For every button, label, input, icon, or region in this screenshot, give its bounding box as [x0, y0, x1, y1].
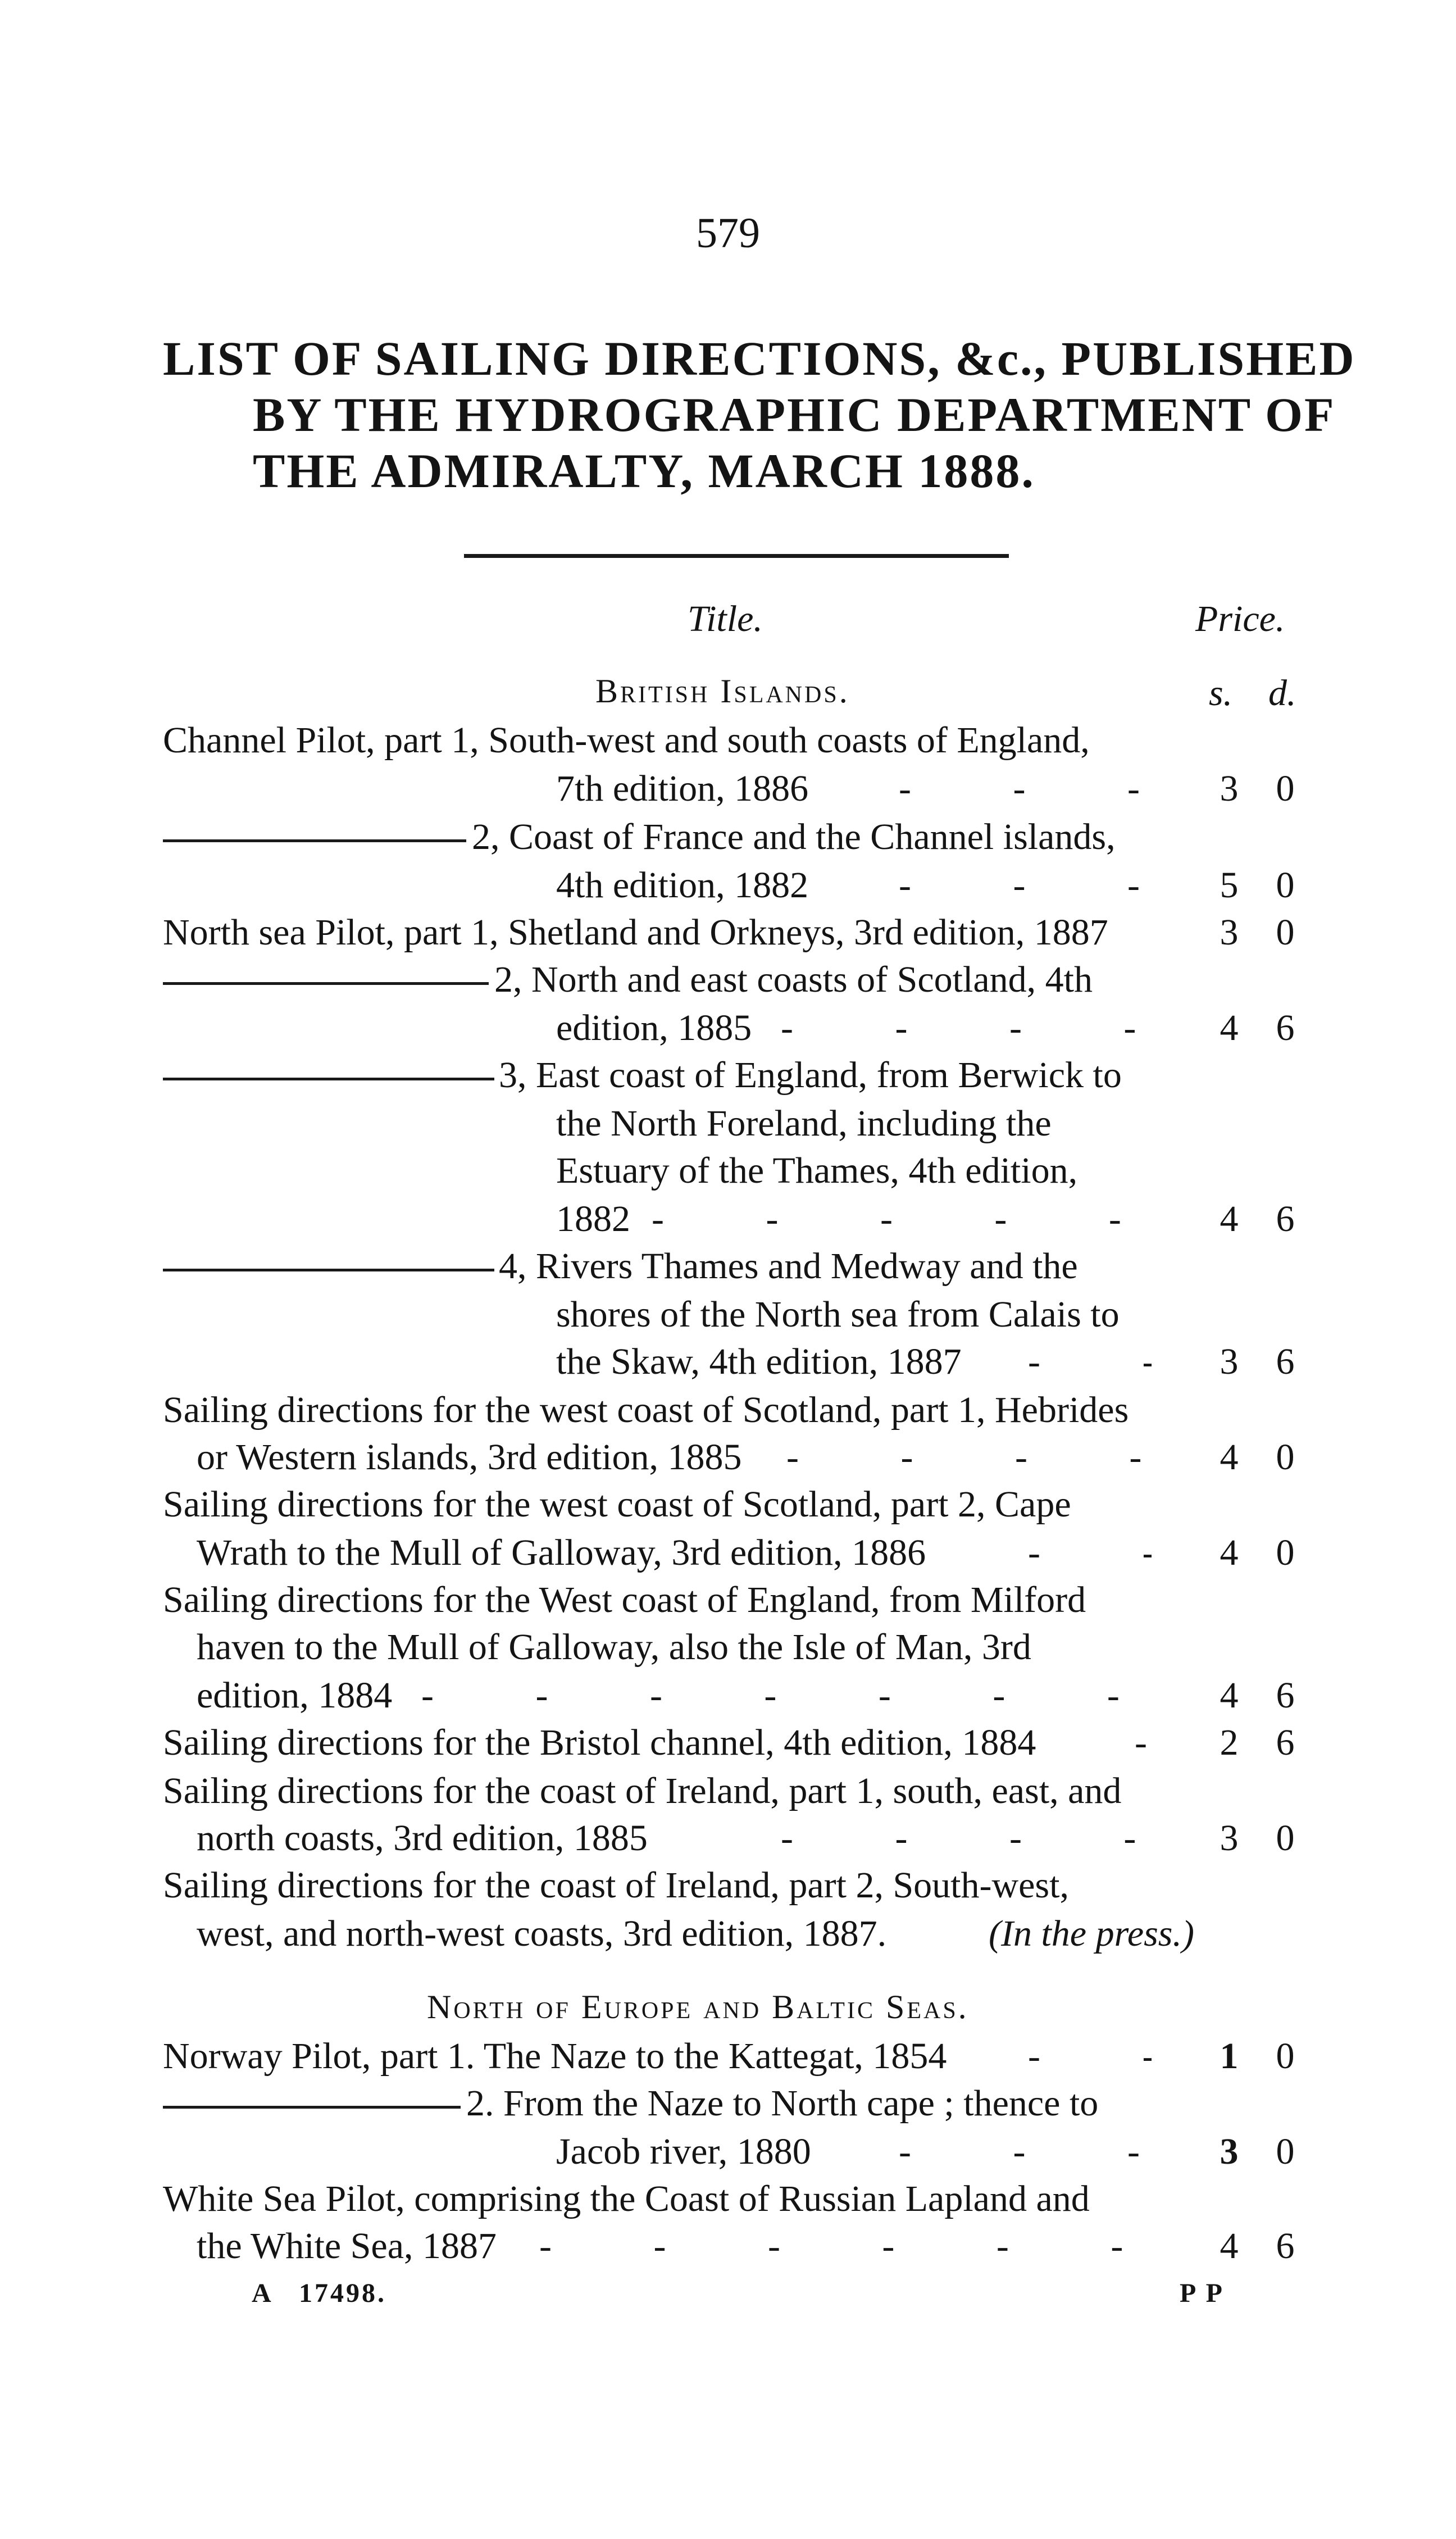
price-shillings: 4	[1220, 1437, 1239, 1478]
entry-line: edition, 1885	[556, 1007, 752, 1048]
entry-line: Sailing directions for the coast of Ireland, part 2, South-west,	[163, 1865, 1069, 1906]
heading-line-2: BY THE HYDROGRAPHIC DEPARTMENT OF	[253, 388, 1336, 442]
price-shillings: 4	[1220, 1675, 1239, 1716]
dot-leader	[899, 767, 1152, 810]
price-shillings: 4	[1220, 1532, 1239, 1573]
price-pence: 6	[1276, 1198, 1295, 1239]
price-shillings: 4	[1220, 1198, 1239, 1239]
entry-line: North sea Pilot, part 1, Shetland and Orkneys, 3rd edition, 1887	[163, 912, 1108, 953]
sheet-mark: P P	[1180, 2278, 1225, 2308]
entry-line: the Skaw, 4th edition, 1887	[556, 1341, 962, 1382]
dot-leader	[781, 1007, 1152, 1050]
price-shillings: 5	[1220, 865, 1239, 906]
column-pence-header: d.	[1268, 673, 1296, 714]
entry-line: Sailing directions for the west coast of Scotland, part 2, Cape	[163, 1484, 1071, 1525]
entry-line: the White Sea, 1887	[197, 2225, 497, 2267]
entry-line: Jacob river, 1880	[556, 2131, 811, 2172]
price-pence: 0	[1276, 2131, 1295, 2172]
price-pence: 6	[1276, 1007, 1295, 1048]
dot-leader	[1028, 1341, 1152, 1383]
entry-line: haven to the Mull of Galloway, also the Isle of Man, 3rd	[197, 1627, 1031, 1668]
heading-line-3: THE ADMIRALTY, MARCH 1888.	[253, 444, 1035, 498]
entry-line: Estuary of the Thames, 4th edition,	[556, 1150, 1078, 1191]
price-pence: 6	[1276, 2225, 1295, 2267]
entry-line: 4th edition, 1882	[556, 865, 809, 906]
price-pence: 0	[1276, 912, 1295, 953]
ditto-rule	[163, 1078, 494, 1080]
price-shillings: 4	[1220, 2225, 1239, 2267]
price-pence: 6	[1276, 1341, 1295, 1382]
entry-line: the North Foreland, including the	[556, 1103, 1052, 1144]
column-title-header: Title.	[688, 598, 763, 639]
dot-leader	[899, 864, 1152, 907]
price-shillings: 3	[1220, 768, 1239, 809]
dot-leader	[1028, 1532, 1152, 1574]
price-pence: 0	[1276, 2036, 1295, 2077]
ditto-rule	[163, 1269, 494, 1271]
price-pence: 0	[1276, 1532, 1295, 1573]
price-pence: 6	[1276, 1722, 1295, 1763]
in-press-note: (In the press.)	[989, 1913, 1194, 1954]
dot-leader	[421, 1674, 1152, 1717]
dot-leader	[1135, 1722, 1157, 1764]
entry-line: Sailing directions for the coast of Ireland, part 1, south, east, and	[163, 1770, 1122, 1811]
page-number: 579	[696, 210, 760, 257]
signature-mark: A 17498.	[252, 2278, 387, 2308]
entry-line: Sailing directions for the West coast of England, from Milford	[163, 1579, 1086, 1620]
price-pence: 0	[1276, 1818, 1295, 1859]
entry-line: shores of the North sea from Calais to	[556, 1294, 1120, 1335]
ditto-rule	[163, 982, 489, 985]
heading-rule	[464, 554, 1009, 558]
section-north-of-europe: North of Europe and Baltic Seas.	[427, 1988, 969, 2025]
entry-line: 2, Coast of France and the Channel islands,	[472, 816, 1116, 857]
price-shillings: 2	[1220, 1722, 1239, 1763]
ditto-rule	[163, 2106, 461, 2109]
entry-line: Sailing directions for the west coast of Scotland, part 1, Hebrides	[163, 1389, 1129, 1430]
column-price-header: Price.	[1195, 598, 1285, 639]
price-pence: 0	[1276, 865, 1295, 906]
entry-line: north coasts, 3rd edition, 1885	[197, 1818, 648, 1859]
entry-line: west, and north-west coasts, 3rd edition, 1887.	[197, 1913, 887, 1954]
entry-line: Norway Pilot, part 1. The Naze to the Kattegat, 1854	[163, 2036, 947, 2077]
entry-line: 1882	[556, 1198, 630, 1239]
price-shillings: 3	[1220, 1341, 1239, 1382]
price-pence: 0	[1276, 1437, 1295, 1478]
price-shillings: 1	[1220, 2036, 1239, 2077]
dot-leader	[899, 2131, 1152, 2173]
dot-leader	[539, 2225, 1152, 2268]
entry-line: edition, 1884	[197, 1675, 393, 1716]
section-british-islands: British Islands.	[595, 673, 850, 710]
column-shillings-header: s.	[1209, 673, 1233, 714]
entry-line: or Western islands, 3rd edition, 1885	[197, 1437, 742, 1478]
entry-line: Channel Pilot, part 1, South-west and south coasts of England,	[163, 720, 1090, 761]
entry-line: White Sea Pilot, comprising the Coast of Russian Lapland and	[163, 2178, 1090, 2219]
entry-line: Wrath to the Mull of Galloway, 3rd edition, 1886	[197, 1532, 926, 1573]
price-shillings: 4	[1220, 1007, 1239, 1048]
price-shillings: 3	[1220, 912, 1239, 953]
dot-leader	[786, 1436, 1152, 1479]
entry-line: 4, Rivers Thames and Medway and the	[499, 1246, 1078, 1287]
dot-leader	[652, 1198, 1152, 1241]
dot-leader	[1028, 2035, 1152, 2078]
price-pence: 0	[1276, 768, 1295, 809]
price-shillings: 3	[1220, 1818, 1239, 1859]
dot-leader	[781, 1817, 1152, 1860]
entry-line: 2, North and east coasts of Scotland, 4th	[494, 959, 1093, 1000]
heading-line-1: LIST OF SAILING DIRECTIONS, &c., PUBLISHED	[163, 331, 1356, 385]
ditto-rule	[163, 839, 466, 842]
entry-line: 3, East coast of England, from Berwick to	[499, 1055, 1122, 1096]
entry-line: 7th edition, 1886	[556, 768, 809, 809]
entry-line: Sailing directions for the Bristol channel, 4th edition, 1884	[163, 1722, 1036, 1763]
entry-line: 2. From the Naze to North cape ; thence to	[466, 2083, 1099, 2124]
price-shillings: 3	[1220, 2131, 1239, 2172]
price-pence: 6	[1276, 1675, 1295, 1716]
